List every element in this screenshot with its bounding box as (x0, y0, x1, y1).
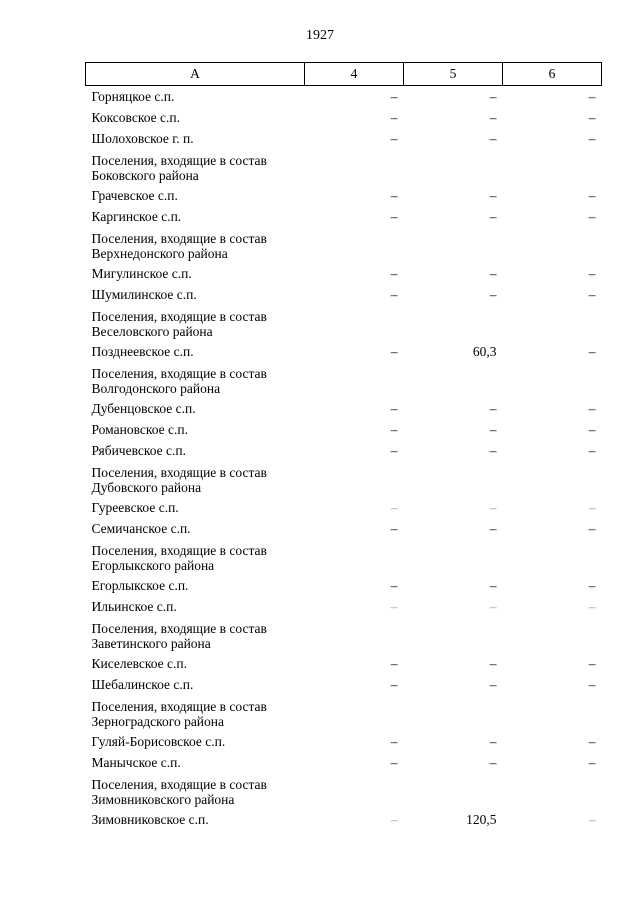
col6-cell (503, 461, 602, 497)
table-row (86, 596, 602, 617)
col5-cell (404, 773, 503, 809)
table-group-row (86, 305, 602, 341)
row-name-cell: Шолоховское г. п. (91, 130, 194, 146)
row-name-cell: Поселения, входящие в состав Дубовского района (91, 464, 267, 495)
table-row (86, 674, 602, 695)
col4-cell (305, 305, 404, 341)
table-row (86, 263, 602, 284)
row-name-cell: Егорлыкское с.п. (91, 577, 189, 593)
table-group-row (86, 617, 602, 653)
col5-cell: – (489, 400, 497, 416)
row-name-cell: Зимовниковское с.п. (91, 811, 209, 827)
table-row (86, 107, 602, 128)
data-table (85, 62, 602, 830)
row-name-cell: Семичанское с.п. (91, 520, 191, 536)
row-name-cell: Шебалинское с.п. (91, 676, 194, 692)
row-name-cell: Позднеевское с.п. (91, 343, 194, 359)
table-row (86, 731, 602, 752)
table-row (86, 575, 602, 596)
table-row (86, 440, 602, 461)
col6-cell: – (588, 421, 596, 437)
row-name-cell: Ильинское с.п. (91, 598, 177, 614)
row-name-cell: Горняцкое с.п. (91, 89, 175, 104)
table-group-row (86, 539, 602, 575)
row-name-cell: Киселевское с.п. (91, 655, 188, 671)
col6-cell: – (588, 265, 596, 281)
col5-cell: – (489, 109, 497, 125)
row-name-cell: Гуреевское с.п. (91, 499, 179, 515)
col5-cell: – (489, 520, 497, 536)
page-number: 1927 (306, 28, 334, 43)
col5-cell: – (489, 676, 497, 692)
col5-cell: – (489, 286, 497, 302)
row-name-cell: Поселения, входящие в состав Верхнедонского района (91, 230, 267, 261)
col5-cell (404, 362, 503, 398)
col4-cell: – (390, 733, 398, 749)
col4-cell: – (390, 421, 398, 437)
col5-cell (404, 617, 503, 653)
col4-cell (305, 461, 404, 497)
col6-cell: – (588, 754, 596, 770)
table-row (86, 206, 602, 227)
row-name-cell: Коксовское с.п. (91, 109, 180, 125)
col5-cell: 60,3 (472, 343, 497, 359)
table-header-row (86, 63, 602, 86)
col4-cell: – (390, 811, 398, 827)
col6-cell: – (588, 499, 596, 515)
col6-cell: – (588, 400, 596, 416)
col4-cell: – (390, 265, 398, 281)
col6-cell: – (588, 208, 596, 224)
col6-cell (503, 149, 602, 185)
table-row (86, 497, 602, 518)
col5-cell (404, 149, 503, 185)
col6-cell: – (588, 733, 596, 749)
col5-cell: – (489, 577, 497, 593)
col4-cell: – (390, 343, 398, 359)
col6-cell: – (588, 343, 596, 359)
col6-cell: – (588, 286, 596, 302)
table-row (86, 653, 602, 674)
row-name-cell: Гуляй-Борисовское с.п. (91, 733, 226, 749)
col4-cell: – (390, 400, 398, 416)
col4-cell (305, 362, 404, 398)
col6-cell (503, 539, 602, 575)
col6-cell: – (588, 676, 596, 692)
col4-cell: – (390, 499, 398, 515)
col6-cell: – (588, 130, 596, 146)
col5-cell: – (489, 733, 497, 749)
table-row (86, 419, 602, 440)
col6-cell: – (588, 109, 596, 125)
column-header-a: А (86, 63, 305, 86)
col4-cell: – (390, 442, 398, 458)
column-header-4: 4 (305, 63, 404, 86)
col6-cell (503, 305, 602, 341)
col4-cell (305, 695, 404, 731)
row-name-cell: Поселения, входящие в состав Зимовниковского района (91, 776, 267, 807)
table-row (86, 284, 602, 305)
row-name-cell: Дубенцовское с.п. (91, 400, 196, 416)
col6-cell: – (588, 89, 596, 104)
col4-cell (305, 773, 404, 809)
col4-cell: – (390, 520, 398, 536)
col5-cell (404, 539, 503, 575)
col6-cell: – (588, 187, 596, 203)
table-body (86, 86, 602, 830)
col4-cell: – (390, 130, 398, 146)
table-row (86, 128, 602, 149)
table-row (86, 185, 602, 206)
col4-cell (305, 149, 404, 185)
col4-cell: – (390, 754, 398, 770)
row-name-cell: Грачевское с.п. (91, 187, 178, 203)
table-group-row (86, 362, 602, 398)
col5-cell: – (489, 130, 497, 146)
col4-cell: – (390, 598, 398, 614)
table-row (86, 398, 602, 419)
row-name-cell: Поселения, входящие в состав Веселовского района (91, 308, 267, 339)
col5-cell: – (489, 598, 497, 614)
col5-cell: – (489, 89, 497, 104)
table-group-row (86, 227, 602, 263)
table-row (86, 752, 602, 773)
row-name-cell: Рябичевское с.п. (91, 442, 186, 458)
row-name-cell: Романовское с.п. (91, 421, 188, 437)
col4-cell: – (390, 655, 398, 671)
col4-cell: – (390, 577, 398, 593)
col4-cell (305, 617, 404, 653)
col5-cell (404, 305, 503, 341)
column-header-6: 6 (503, 63, 602, 86)
col4-cell (305, 539, 404, 575)
table-row (86, 809, 602, 830)
col6-cell: – (588, 577, 596, 593)
col4-cell: – (390, 208, 398, 224)
col6-cell (503, 695, 602, 731)
col4-cell (305, 227, 404, 263)
table-group-row (86, 149, 602, 185)
col5-cell (404, 461, 503, 497)
col6-cell (503, 227, 602, 263)
column-header-5: 5 (404, 63, 503, 86)
col5-cell (404, 695, 503, 731)
col4-cell: – (390, 286, 398, 302)
col4-cell: – (390, 676, 398, 692)
col5-cell: – (489, 421, 497, 437)
col4-cell: – (390, 187, 398, 203)
col4-cell: – (390, 89, 398, 104)
row-name-cell: Каргинское с.п. (91, 208, 182, 224)
col5-cell: – (489, 442, 497, 458)
row-name-cell: Манычское с.п. (91, 754, 181, 770)
col5-cell: – (489, 655, 497, 671)
col6-cell: – (588, 598, 596, 614)
col4-cell: – (390, 109, 398, 125)
row-name-cell: Поселения, входящие в состав Зерноградского района (91, 698, 267, 729)
row-name-cell: Мигулинское с.п. (91, 265, 192, 281)
col5-cell: – (489, 754, 497, 770)
row-name-cell: Шумилинское с.п. (91, 286, 197, 302)
col6-cell: – (588, 655, 596, 671)
table-group-row (86, 461, 602, 497)
table-group-row (86, 773, 602, 809)
row-name-cell: Поселения, входящие в состав Егорлыкского района (91, 542, 267, 573)
row-name-cell: Поселения, входящие в состав Боковского района (91, 152, 267, 183)
col6-cell: – (588, 520, 596, 536)
col5-cell: – (489, 208, 497, 224)
col6-cell (503, 773, 602, 809)
row-name-cell: Поселения, входящие в состав Волгодонского района (91, 365, 267, 396)
table-row (86, 341, 602, 362)
col5-cell: – (489, 265, 497, 281)
table-row (86, 86, 602, 107)
table-row (86, 518, 602, 539)
col6-cell: – (588, 442, 596, 458)
col5-cell: 120,5 (466, 811, 497, 827)
table-group-row (86, 695, 602, 731)
row-name-cell: Поселения, входящие в состав Заветинского района (91, 620, 267, 651)
col5-cell (404, 227, 503, 263)
col5-cell: – (489, 499, 497, 515)
col6-cell: – (588, 811, 596, 827)
col6-cell (503, 617, 602, 653)
col5-cell: – (489, 187, 497, 203)
col6-cell (503, 362, 602, 398)
